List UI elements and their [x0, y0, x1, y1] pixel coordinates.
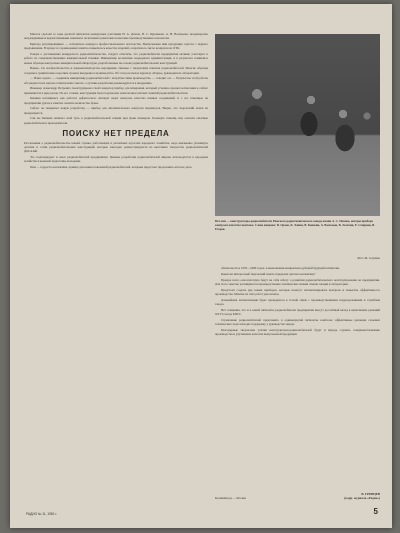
lead-paragraph: Рассказывая о радиолюбительстве нашей страны, работающих в различных отраслях народного хозяйства, надо неизменно упомянуть десятки и сотни радиолюбительских конструкций, которые ежегодно демонстрируются на выставках творчества радиолюбителей ДОСААФ.	[24, 140, 208, 154]
paragraph: Прежде всего они вплотную берут на себя заботу о развитии радиолюбительского конструирования на предприятии. Для этого заметно расширяются производственно-технические знания членов секции и лаборатории.	[215, 277, 380, 286]
section-title: ПОИСКУ НЕТ ПРЕДЕЛА	[62, 128, 170, 138]
paragraph: обязательств в 1976—1980 годах, и выполнении конкретных рубежей будущей пятилетки.	[221, 266, 340, 270]
paragraph: Стремление радиолюбителей предложить в одиннадцатой пятилетке наиболее эффективные решения сложных технических задач находит поддержку у руководства завода.	[215, 317, 380, 326]
paragraph: Кашкин вспоминает, как работал дефектоскоп. Аппарат ведет контроль качества паяных соединений, и с его помощью на предприятии удалось заметно снизить количество брака.	[24, 96, 208, 105]
author-role: (корр. журнала «Радио»)	[344, 496, 380, 501]
paragraph: Бригада регулировщиков — победитель конкурса профессионального мастерства. Выпускаемая ими продукция сдается с первого предъявления. В процессе соревнования заметно повысилось качество изделий, сократилось число возвратов из ОТК.	[24, 42, 208, 51]
photo-credit: Фото М. Алухина	[357, 256, 380, 260]
right-column-text	[215, 266, 380, 338]
author-signature	[344, 492, 380, 500]
magazine-page	[10, 4, 392, 528]
paragraph: Дальнейшая автоматизация будет проводиться в тесной связи с производственными подразделениями и службами завода.	[215, 297, 380, 306]
paragraph: Нет сомнения, что и в новой пятилетке радиолюбители предприятия внесут достойный вклад в выполнение решений XXVI съезда КПСС.	[215, 307, 380, 316]
left-column	[24, 32, 208, 502]
paragraph: Важно, что изобретательство и рационализаторство неразрывно связаны с творческим поиском радиолюбителей. Многие образцы созданы в сравнительно короткие сроки и внедрены в производство. Об этом рассказал журналу «Радио» руководитель лаборатории.	[24, 66, 208, 75]
paragraph: Сейчас он завершает новую разработку — прибор для автоматического контроля параметров. Видно, что творческий поиск не прекращается.	[24, 106, 208, 115]
paragraph: Инженер Александр Петрович сконструировал свой генератор прибор для измерения, который успешно прошел испытания и сейчас применяется в ряде цехов. По его словам, конструкция была подсказана опытом многолетних занятий радиолюбительством.	[24, 86, 208, 95]
paragraph: Сам же Кашкин начинал свой путь в радиолюбительской секции при Доме пионеров. Большую помощь ему оказали опытные радиолюбители и преподаватели.	[24, 116, 208, 125]
paragraph: Это подтверждает и опыт радиолюбителей предприятия. Ценные разработки радиолюбителей широко используются в народном хозяйстве и военной подготовке молодежи.	[24, 155, 208, 164]
paragraph: Они — гордость коллектива, пример для новых поколений радиолюбителей, которым предстоит продолжить начатое дело.	[30, 165, 193, 169]
paragraph: Предстоит создать ряд новых приборов, которые помогут автоматизировать контроль и повысить эффективность производства. Многие из этих работ уже начаты.	[215, 287, 380, 296]
paragraph: Благодарные творческие усилия конструкторов-радиолюбителей будут и впредь служить совершенствованию производства и улучшению качества выпускаемой продукции.	[215, 327, 380, 336]
place-line: Калининград — Москва	[215, 496, 246, 500]
paragraph: Многое сделали за годы десятой пятилетки конкурсные участники Н. А. Детова, В. С. Куренкова, А. Н. Васильева, неоднократно награждавшиеся ведомственными знаками и почетными грамотами за высокие производственные показатели.	[24, 32, 208, 41]
paragraph: Каков же интересный творческий поиск определен для нее коллективу?	[221, 271, 316, 276]
photo-caption: Вот они — конструкторы-радиолюбители Рижского радиотехнического завода имени А. С. Попова, авторы прибора контроля качества монтажа. Слева направо: В. Орлов, Б. Лапин, В. Кашкин, А. Васильев, В. Лыткин, Е. Смирнов, В. Егоров.	[215, 219, 376, 231]
paragraph: — Наша задача — соединить инициативу радиолюбителей с потребностями производства, — говорит он. — Результаты этой работы обсуждаются на научно-технических советах, а лучшие разработки рекомендуются к внедрению.	[24, 76, 208, 85]
right-column	[215, 34, 380, 504]
magazine-footer: РАДИО № 11, 1981 г.	[26, 512, 57, 516]
paragraph: Говоря о достижениях конкурсного радиолюбительства, следует отметить, что радиолюбители предприятия активно участвуют в работе по совершенствованию измерительной техники. Инициативу коллектива поддержала администрация, и в результате появились новые образцы контрольно-измерительной аппаратуры, разработанные на основе радиолюбительских конструкций.	[24, 52, 208, 65]
page-number: 5	[373, 507, 378, 516]
author-name: В. ГРЕВЦЕВ	[361, 492, 380, 496]
group-photo	[215, 34, 380, 216]
